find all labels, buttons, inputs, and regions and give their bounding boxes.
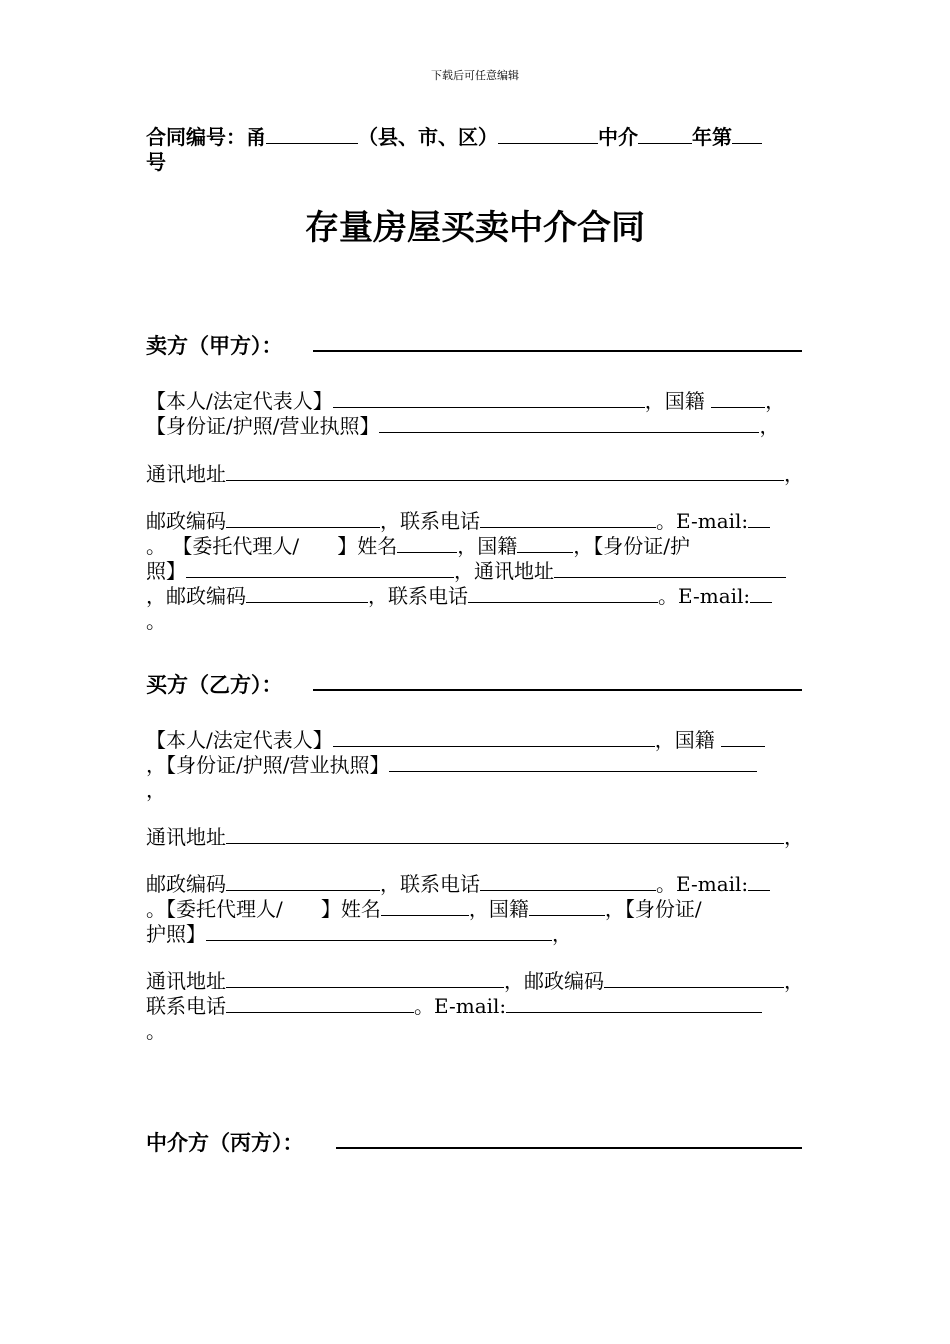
blank-field[interactable] (480, 510, 656, 528)
blank-field[interactable] (246, 585, 368, 603)
nationality-label: ，国籍 (644, 389, 705, 413)
seller-end-period: 。 (146, 609, 166, 633)
email-label: 。E-mail: (656, 509, 749, 533)
address-label: 通讯地址 (146, 462, 226, 486)
comma: ， (784, 825, 804, 849)
email-label: 。E-mail: (656, 872, 749, 896)
seller-id-line (146, 414, 779, 438)
blank-field[interactable] (397, 535, 457, 553)
blank-field[interactable] (226, 510, 380, 528)
email-label: 。E-mail: (658, 584, 751, 608)
buyer-address-line (146, 825, 804, 849)
buyer-agent-id-line (146, 922, 572, 946)
contract-number-line (146, 125, 762, 149)
agent-label: 【委托代理人/ (166, 897, 283, 921)
blank-field[interactable] (186, 560, 454, 578)
id-label: 【身份证/护照/营业执照】 (146, 414, 380, 438)
blank-field[interactable] (468, 585, 658, 603)
blank-field[interactable] (517, 535, 573, 553)
seller-rep-line (146, 389, 785, 413)
blank-field[interactable] (333, 390, 645, 408)
blank-field[interactable] (266, 126, 358, 144)
agency-name-blank[interactable] (336, 1147, 802, 1149)
seller-agent-line (146, 534, 690, 558)
agency-label: 中介 (598, 125, 638, 149)
comma: ， (765, 389, 786, 413)
blank-field[interactable] (721, 729, 765, 747)
phone-label: 联系电话 (146, 994, 226, 1018)
agency-heading: 中介方（丙方）： (146, 1131, 304, 1155)
period: 。 (146, 897, 166, 921)
blank-field[interactable] (226, 995, 414, 1013)
address-label: 通讯地址 (146, 969, 226, 993)
blank-field[interactable] (498, 126, 598, 144)
agent-label: 【委托代理人/ (172, 534, 300, 558)
id-label: ，【身份证/ (604, 897, 702, 921)
year-label: 年第 (692, 125, 732, 149)
blank-field[interactable] (480, 873, 656, 891)
nationality-label: ，国籍 (468, 897, 529, 921)
phone-label: ，联系电话 (380, 509, 480, 533)
postcode-label: ，邮政编码 (146, 584, 246, 608)
blank-field[interactable] (226, 826, 784, 844)
buyer-agent-line (146, 897, 702, 921)
blank-field[interactable] (226, 463, 784, 481)
blank-field[interactable] (226, 970, 504, 988)
id-label-end: 照】 (146, 559, 186, 583)
blank-field[interactable] (748, 873, 770, 891)
buyer-id-line (146, 753, 757, 777)
phone-label: ，联系电话 (368, 584, 468, 608)
buyer-name-blank[interactable] (313, 689, 802, 691)
buyer-rep-line (146, 728, 765, 752)
seller-agent-id-line (146, 559, 786, 583)
email-label: 。E-mail: (414, 994, 507, 1018)
blank-field[interactable] (506, 995, 762, 1013)
header-note: 下载后可任意编辑 (431, 69, 519, 82)
seller-name-blank[interactable] (313, 350, 802, 352)
seller-agent-contact-line (146, 584, 772, 608)
county-label: （县、市、区） (358, 125, 498, 149)
nationality-label: ，国籍 (654, 728, 715, 752)
blank-field[interactable] (381, 898, 469, 916)
blank-field[interactable] (638, 126, 692, 144)
buyer-end-period: 。 (146, 1019, 166, 1043)
address-label: ，通讯地址 (454, 559, 554, 583)
buyer-heading: 买方（乙方）： (146, 673, 283, 697)
buyer-comma: ， (146, 778, 166, 802)
blank-field[interactable] (226, 873, 380, 891)
comma: ， (552, 922, 572, 946)
comma: ， (759, 414, 780, 438)
document-title: 存量房屋买卖中介合同 (305, 208, 645, 248)
blank-field[interactable] (333, 729, 655, 747)
seller-postcode-line (146, 509, 770, 533)
blank-field[interactable] (604, 970, 784, 988)
number-suffix: 号 (146, 150, 166, 174)
buyer-agent-address-line (146, 969, 804, 993)
blank-field[interactable] (379, 415, 759, 433)
comma: ， (784, 462, 804, 486)
seller-heading: 卖方（甲方）： (146, 334, 283, 358)
nationality-label: ，国籍 (457, 534, 518, 558)
phone-label: ，联系电话 (380, 872, 480, 896)
address-label: 通讯地址 (146, 825, 226, 849)
postcode-label: 邮政编码 (146, 872, 226, 896)
id-label-end: 护照】 (146, 922, 206, 946)
buyer-agent-contact-line (146, 994, 762, 1018)
blank-field[interactable] (748, 510, 770, 528)
rep-label: 【本人/法定代表人】 (146, 728, 333, 752)
agent-name-label: 】姓名 (337, 534, 398, 558)
id-label: ，【身份证/护照/营业执照】 (146, 753, 390, 777)
comma: ， (784, 969, 804, 993)
agent-name-label: 】姓名 (320, 897, 381, 921)
buyer-postcode-line (146, 872, 770, 896)
id-label: ，【身份证/护 (573, 534, 691, 558)
blank-field[interactable] (711, 390, 765, 408)
blank-field[interactable] (750, 585, 772, 603)
blank-field[interactable] (529, 898, 605, 916)
blank-field[interactable] (554, 560, 786, 578)
rep-label: 【本人/法定代表人】 (146, 389, 333, 413)
contract-number-label: 合同编号：甬 (146, 125, 266, 149)
postcode-label: 邮政编码 (146, 509, 226, 533)
seller-address-line (146, 462, 804, 486)
blank-field[interactable] (206, 923, 552, 941)
period: 。 (146, 534, 166, 558)
blank-field[interactable] (732, 126, 762, 144)
postcode-label: ，邮政编码 (504, 969, 604, 993)
blank-field[interactable] (389, 754, 757, 772)
